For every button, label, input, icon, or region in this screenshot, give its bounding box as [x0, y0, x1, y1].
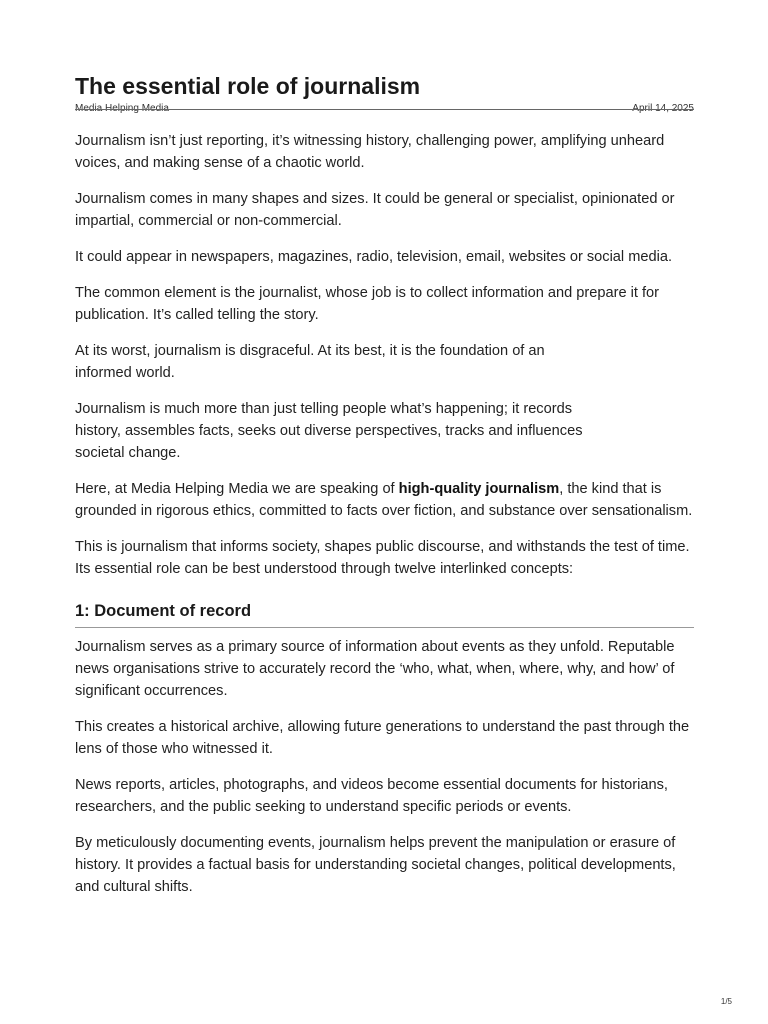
article-meta	[75, 103, 694, 115]
paragraph: The common element is the journalist, whose job is to collect information and prepare it for publication. It’s called telling the story.	[75, 285, 660, 323]
paragraph: Journalism isn’t just reporting, it’s witnessing history, challenging power, amplifying unheard voices, and making sense of a chaotic world.	[75, 133, 665, 171]
bold-phrase: high-quality journalism	[398, 481, 560, 497]
paragraph: It could appear in newspapers, magazines, radio, television, email, websites or social media.	[75, 249, 673, 265]
section-heading: 1: Document of record	[75, 600, 694, 628]
paragraph: At its worst, journalism is disgraceful. At its best, it is the foundation of an informed world.	[75, 343, 545, 381]
page-title: The essential role of journalism	[75, 73, 421, 99]
paragraph: Journalism comes in many shapes and sizes. It could be general or specialist, opinionated or impartial, commercial or non-commercial.	[75, 191, 675, 229]
page-number: 1/5	[720, 997, 732, 1006]
paragraph: This is journalism that informs society, shapes public discourse, and withstands the test of time. Its essential role can be best understood through twelve interlinked concepts:	[75, 539, 690, 577]
intro-section	[75, 130, 694, 580]
publish-date: April 14, 2025	[632, 103, 694, 114]
publisher-name: Media Helping Media	[75, 103, 169, 114]
paragraph: By meticulously documenting events, journalism helps prevent the manipulation or erasure of history. It provides a factual basis for understanding societal changes, political developments, and cultural shifts.	[75, 835, 676, 895]
paragraph-text: , the kind that is grounded in rigorous ethics, committed to facts over fiction, and substance over sensationalism.	[75, 481, 693, 519]
paragraph-quality	[75, 478, 694, 522]
paragraph-text: Here, at Media Helping Media we are speaking of	[75, 481, 399, 497]
paragraph: Journalism serves as a primary source of information about events as they unfold. Reputable news organisations strive to accurately record the ‘who, what, when, where, why, and how’ of significant occurrences.	[75, 639, 675, 699]
paragraph: This creates a historical archive, allowing future generations to understand the past through the lens of those who witnessed it.	[75, 719, 690, 757]
section-body	[75, 636, 694, 898]
paragraph: Journalism is much more than just telling people what’s happening; it records history, assembles facts, seeks out diverse perspectives, tracks and influences societal change.	[75, 401, 583, 461]
article	[75, 72, 694, 912]
paragraph: News reports, articles, photographs, and videos become essential documents for historians, researchers, and the public seeking to understand specific periods or events.	[75, 777, 668, 815]
